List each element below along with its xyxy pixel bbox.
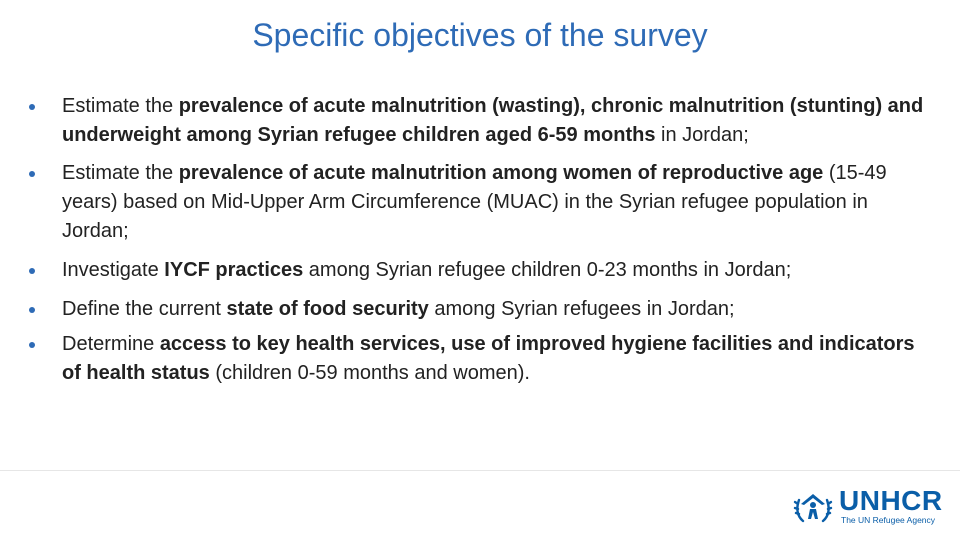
objective-text-normal: Estimate the xyxy=(62,162,179,184)
unhcr-logo xyxy=(793,486,943,530)
objective-item xyxy=(28,92,938,150)
objective-text-normal: in Jordan; xyxy=(655,124,749,146)
bullet-dot-icon xyxy=(29,307,35,313)
logo-wordmark: UNHCR xyxy=(839,485,943,516)
bullet-dot-icon xyxy=(29,342,35,348)
objective-text-normal: Define the current xyxy=(62,298,227,320)
bullet-dot-icon xyxy=(29,171,35,177)
objective-text-bold: access to key health services, use of improved hygiene facilities and indicators of health status xyxy=(62,333,915,384)
objective-item xyxy=(28,330,938,388)
objective-text-normal: among Syrian refugees in Jordan; xyxy=(428,298,735,320)
bullet-dot-icon xyxy=(29,104,35,110)
objective-text-normal: (children 0-59 months and women). xyxy=(209,362,530,384)
objective-text-bold: IYCF practices xyxy=(164,259,304,281)
objective-text-normal: Determine xyxy=(62,333,160,355)
objective-text-normal: Investigate xyxy=(62,259,165,281)
unhcr-emblem-icon xyxy=(793,488,833,528)
objective-text-normal: among Syrian refugee children 0-23 months in Jordan; xyxy=(303,259,792,281)
bullet-dot-icon xyxy=(29,268,35,274)
objectives-list xyxy=(28,92,938,388)
objective-text-bold: state of food security xyxy=(226,298,429,320)
objective-text-bold: prevalence of acute malnutrition among women of reproductive age xyxy=(178,162,824,184)
objective-item xyxy=(28,159,938,246)
objective-text-normal: (15-49 years) based on Mid-Upper Arm Circumference (MUAC) in the Syrian refugee population in Jordan; xyxy=(62,162,887,242)
slide-title: Specific objectives of the survey xyxy=(252,17,708,53)
objective-item xyxy=(28,256,938,285)
objective-item xyxy=(28,295,938,324)
objective-text-normal: Estimate the xyxy=(62,95,179,117)
logo-tagline: The UN Refugee Agency xyxy=(841,515,936,525)
footer-divider xyxy=(0,470,960,471)
objective-text-bold: prevalence of acute malnutrition (wasting), chronic malnutrition (stunting) and underweight among Syrian refugee children aged 6-59 months xyxy=(62,95,924,146)
